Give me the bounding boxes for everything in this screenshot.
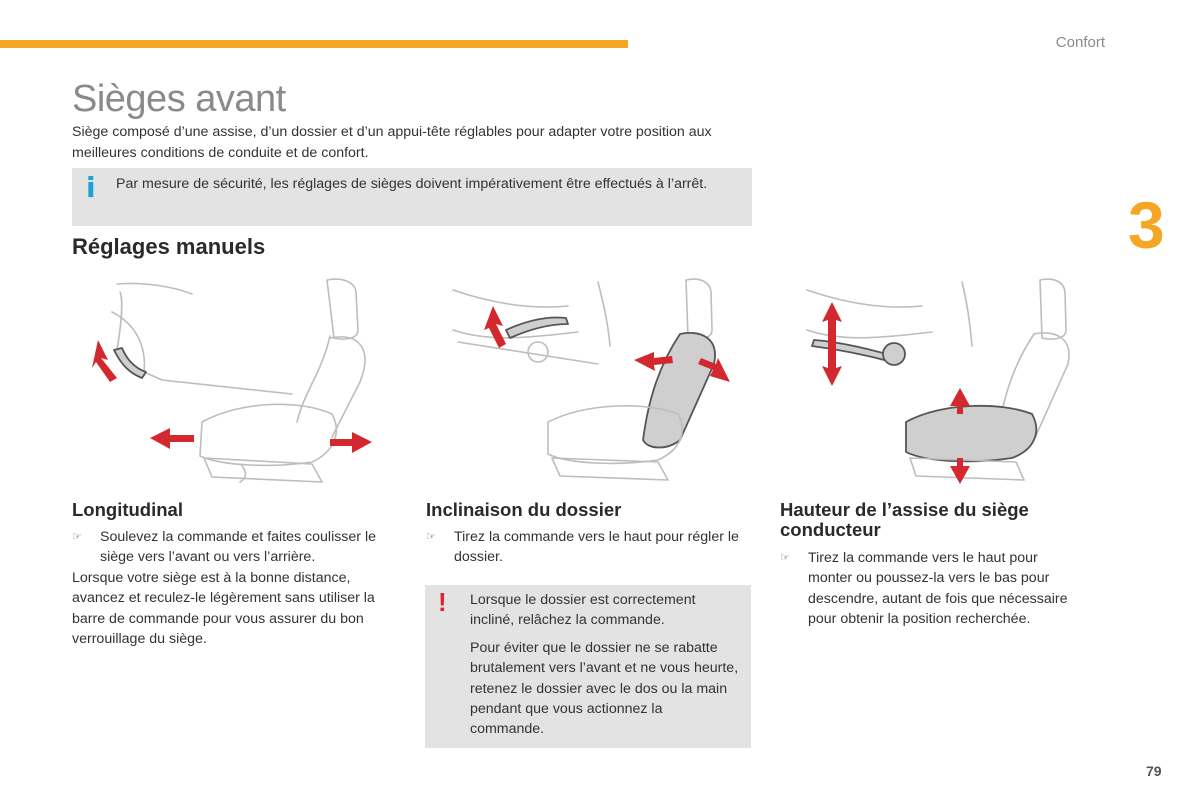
intro-paragraph: Siège composé d’une assise, d’un dossier et d’un appui-tête réglables pour adapter votre position aux meilleures conditions de conduite et de confort. — [72, 124, 712, 161]
section-subtitle: Réglages manuels — [72, 234, 266, 259]
seat-recline-illustration — [448, 272, 748, 492]
recline-bullet-text: Tirez la commande vers le haut pour régler le dossier. — [454, 529, 739, 566]
longitudinal-paragraph: Lorsque votre siège est à la bonne distance, avancez et reculez-le légèrement sans utiliser la barre de commande pour vous assurer du bon verrouillage du siège. — [72, 569, 375, 648]
pointing-hand-icon: ☞ — [780, 552, 790, 564]
chapter-number: 3 — [1128, 188, 1165, 262]
info-note-text: Par mesure de sécurité, les réglages de sièges doivent impérativement être effectués à l’arrêt. — [116, 176, 708, 192]
pointing-hand-icon: ☞ — [72, 531, 82, 543]
height-bullet-text: Tirez la commande vers le haut pour monter ou poussez-la vers le bas pour descendre, autant de fois que nécessaire pour obtenir la position recherchée. — [808, 550, 1068, 628]
seat-longitudinal-illustration — [72, 272, 392, 492]
recline-body — [426, 527, 752, 568]
height-title: Hauteur de l’assise du siège conducteur — [780, 499, 1029, 540]
longitudinal-bullet-text: Soulevez la commande et faites coulisser le siège vers l’avant ou vers l’arrière. — [100, 529, 377, 566]
longitudinal-body — [72, 527, 390, 649]
list-item — [72, 527, 390, 568]
seat-height-illustration — [802, 272, 1102, 492]
header-accent-bar — [0, 40, 628, 48]
section-label: Confort — [1055, 34, 1105, 51]
pointing-hand-icon: ☞ — [426, 531, 436, 543]
info-icon: i — [86, 171, 96, 204]
longitudinal-title: Longitudinal — [72, 499, 183, 520]
warning-text — [470, 590, 740, 747]
recline-title: Inclinaison du dossier — [426, 499, 622, 520]
warning-paragraph-1: Lorsque le dossier est correctement incliné, relâchez la commande. — [470, 592, 696, 629]
warning-icon: ! — [438, 587, 447, 617]
page-title: Sièges avant — [72, 78, 286, 120]
height-body — [780, 548, 1080, 630]
page-number: 79 — [1146, 763, 1162, 779]
list-item — [426, 527, 752, 568]
list-item — [780, 548, 1080, 630]
warning-paragraph-2: Pour éviter que le dossier ne se rabatte brutalement vers l’avant et ne vous heurte, retenez le dossier avec le dos ou la main pendant que vous actionnez la commande. — [470, 639, 739, 738]
